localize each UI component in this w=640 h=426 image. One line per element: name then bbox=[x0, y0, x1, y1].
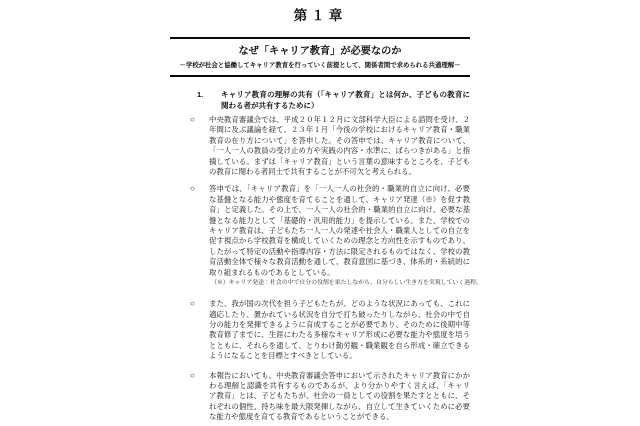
paragraph bbox=[170, 184, 470, 278]
paragraph-text: 本報告においても、中央教育審議会答申において示されたキャリア教育にかかわる理解と認識を共有するものであるが、より分かりやすく言えば、「キャリア教育」とは、子どもたちが、社会の一員としての役割を果たすとともに、それぞれの個性、持ち味を最大限発揮しながら、自立して生きていくために必要な能力や態度を育てる教育であるということができる。 bbox=[209, 370, 470, 422]
circle-bullet: ○ bbox=[190, 115, 195, 124]
paragraph bbox=[170, 115, 470, 177]
chapter-heading-box bbox=[170, 37, 470, 77]
circle-bullet: ○ bbox=[190, 370, 195, 380]
paragraph-text: 中央教育審議会では、平成２０年１２月に文部科学大臣による諮問を受け、２年間に及ぶ議論を経て、２３年１月「今後の学校におけるキャリア教育・職業教育の在り方について」を答申した。その答申では、キャリア教育について、「一人一人の教員の受け止め方や実践の内容・水準に、ばらつきがある」と指摘している。まずは「キャリア教育」という言葉の意味するところを、子どもの教育に関わる者同士で共有することが不可欠と考えられる。 bbox=[209, 115, 470, 177]
circle-bullet: ○ bbox=[190, 184, 195, 194]
circle-bullet: ○ bbox=[190, 299, 195, 309]
paragraph-text: また、我が国の次代を担う子どもたちが、どのような状況にあっても、これに適応したり、置かれている状況を自分で打ち破ったりしながら、社会の中で自分の能力を発揮できるように育成することが必要であり、そのために後期中等教育修了までに、生涯にわたる多様なキャリア形成に必要な能力や態度を培うとともに、それらを通して、とりわけ勤労観・職業観を自ら形成・確立できるようになることを目標とすべきとしている。 bbox=[209, 299, 470, 361]
section-heading bbox=[170, 89, 470, 111]
footnote: （※）キャリア発達：社会の中で自分の役割を果たしながら、自分らしい生き方を実現していく過程。 bbox=[211, 280, 482, 287]
box-subheading: －学校が社会と協働してキャリア教育を行っていく前提として、関係者間で求められる共通理解－ bbox=[179, 62, 461, 69]
body-column bbox=[170, 89, 482, 423]
section-number: 1. bbox=[197, 90, 204, 99]
paragraph-text: 答申では、「キャリア教育」を「一人一人の社会的・職業的自立に向け、必要な基盤となる能力や態度を育てることを通して、キャリア発達（※）を促す教育」と定義した。その上で、一人一人の社会的・職業的自立に向け、必要な基盤となる能力として「基礎的・汎用的能力」を提示している。また、学校でのキャリア教育は、子どもたち一人一人の発達や社会人・職業人としての自立を促す視点から学校教育を構成していくための理念と方向性を示すものであり、したがって特定の活動や指導内容・方法に限定されるものではなく、学校の教育活動全体で様々な教育活動を通して、教育意図に基づき、体系的・系統的に取り組まれるものであるとしている。 bbox=[209, 184, 470, 277]
section-heading-text: キャリア教育の理解の共有（「キャリア教育」とは何か、子どもの教育に関わる者が共有するために） bbox=[221, 90, 470, 110]
paragraph bbox=[170, 299, 470, 361]
box-heading: なぜ「キャリア教育」が必要なのか bbox=[238, 46, 402, 57]
paragraph bbox=[170, 371, 470, 423]
chapter-title: 第１章 bbox=[293, 8, 347, 23]
